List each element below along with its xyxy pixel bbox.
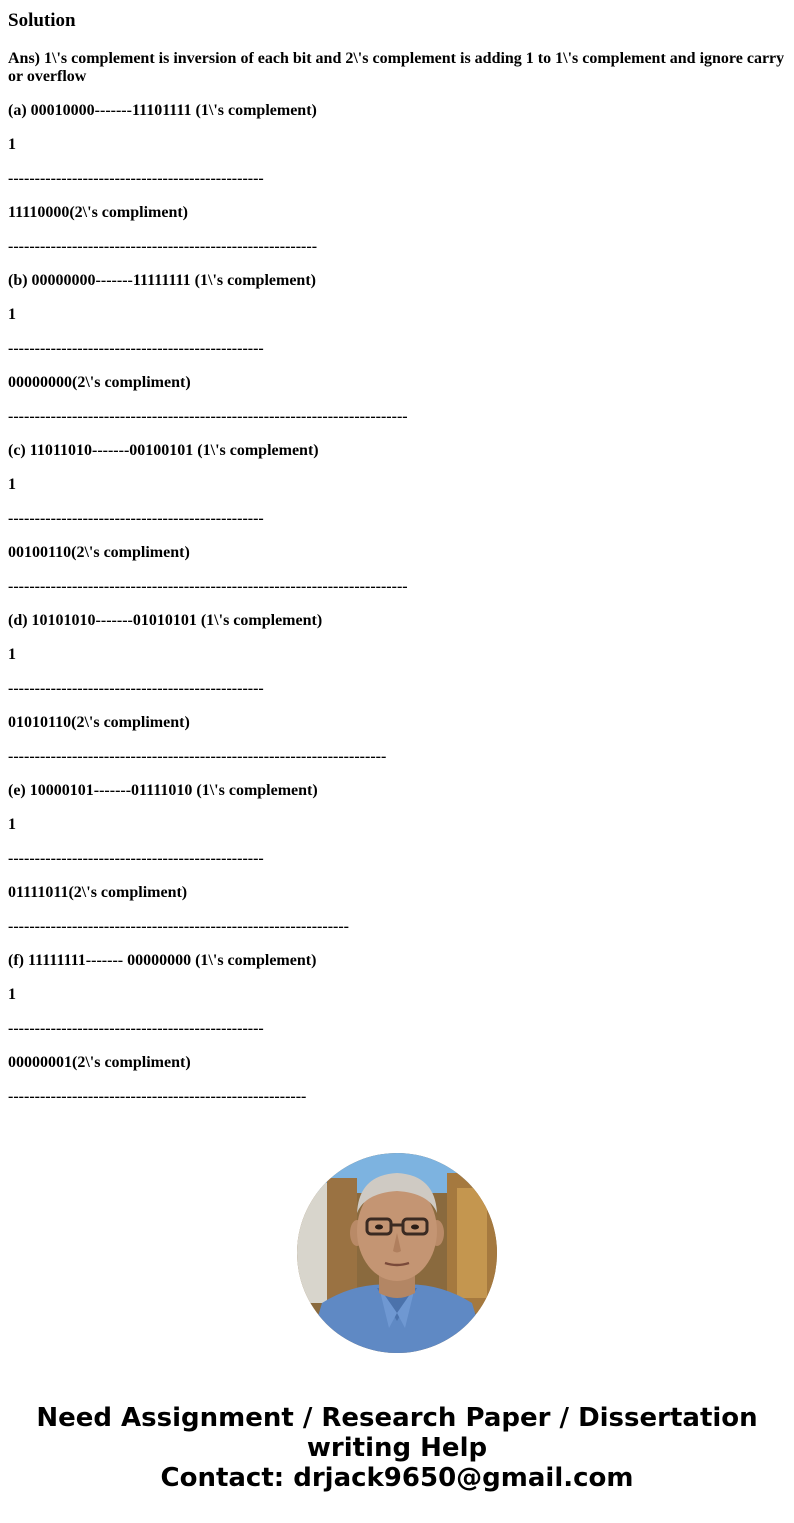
part-e-twos-complement: 01111011(2\'s compliment) xyxy=(8,884,188,901)
part-d-add-one: 1 xyxy=(8,646,16,663)
part-f-ones-complement: (f) 11111111------- 00000000 (1\'s complement) xyxy=(8,952,317,969)
part-b-end-rule: --------------------------------------------------------------------------- xyxy=(8,408,408,425)
part-a-add-one: 1 xyxy=(8,136,16,153)
part-b-add-one: 1 xyxy=(8,306,16,323)
part-e-add-one: 1 xyxy=(8,816,16,833)
part-c-rule: ------------------------------------------------ xyxy=(8,510,264,527)
part-b-rule: ------------------------------------------------ xyxy=(8,340,264,357)
part-c-end-rule: --------------------------------------------------------------------------- xyxy=(8,578,408,595)
footer-banner xyxy=(0,1403,794,1493)
footer-contact: Contact: drjack9650@gmail.com xyxy=(160,1463,634,1493)
part-f-rule: ------------------------------------------------ xyxy=(8,1020,264,1037)
part-e-end-rule: ---------------------------------------------------------------- xyxy=(8,918,349,935)
part-e-ones-complement: (e) 10000101-------01111010 (1\'s complement) xyxy=(8,782,318,799)
part-d-end-rule: ----------------------------------------------------------------------- xyxy=(8,748,387,765)
part-a-ones-complement: (a) 00010000-------11101111 (1\'s complement) xyxy=(8,102,317,119)
intro-text: Ans) 1\'s complement is inversion of each bit and 2\'s complement is adding 1 to 1\'s complement and ignore carry or overflow xyxy=(8,50,785,85)
part-b-twos-complement: 00000000(2\'s compliment) xyxy=(8,374,191,391)
part-b-ones-complement: (b) 00000000-------11111111 (1\'s complement) xyxy=(8,272,316,289)
part-a-end-rule: ---------------------------------------------------------- xyxy=(8,238,318,255)
part-d-ones-complement: (d) 10101010-------01010101 (1\'s complement) xyxy=(8,612,323,629)
part-c-twos-complement: 00100110(2\'s compliment) xyxy=(8,544,190,561)
part-c-ones-complement: (c) 11011010-------00100101 (1\'s complement) xyxy=(8,442,319,459)
part-a-twos-complement: 11110000(2\'s compliment) xyxy=(8,204,188,221)
page-title: Solution xyxy=(8,10,76,31)
part-d-rule: ------------------------------------------------ xyxy=(8,680,264,697)
part-f-end-rule: -------------------------------------------------------- xyxy=(8,1088,307,1105)
footer-line-2: writing Help xyxy=(306,1433,488,1463)
part-c-add-one: 1 xyxy=(8,476,16,493)
part-f-twos-complement: 00000001(2\'s compliment) xyxy=(8,1054,191,1071)
part-f-add-one: 1 xyxy=(8,986,16,1003)
author-photo xyxy=(297,1153,497,1353)
part-a-rule: ------------------------------------------------ xyxy=(8,170,264,187)
footer-line-1: Need Assignment / Research Paper / Dissertation xyxy=(36,1403,758,1433)
part-e-rule: ------------------------------------------------ xyxy=(8,850,264,867)
part-d-twos-complement: 01010110(2\'s compliment) xyxy=(8,714,190,731)
